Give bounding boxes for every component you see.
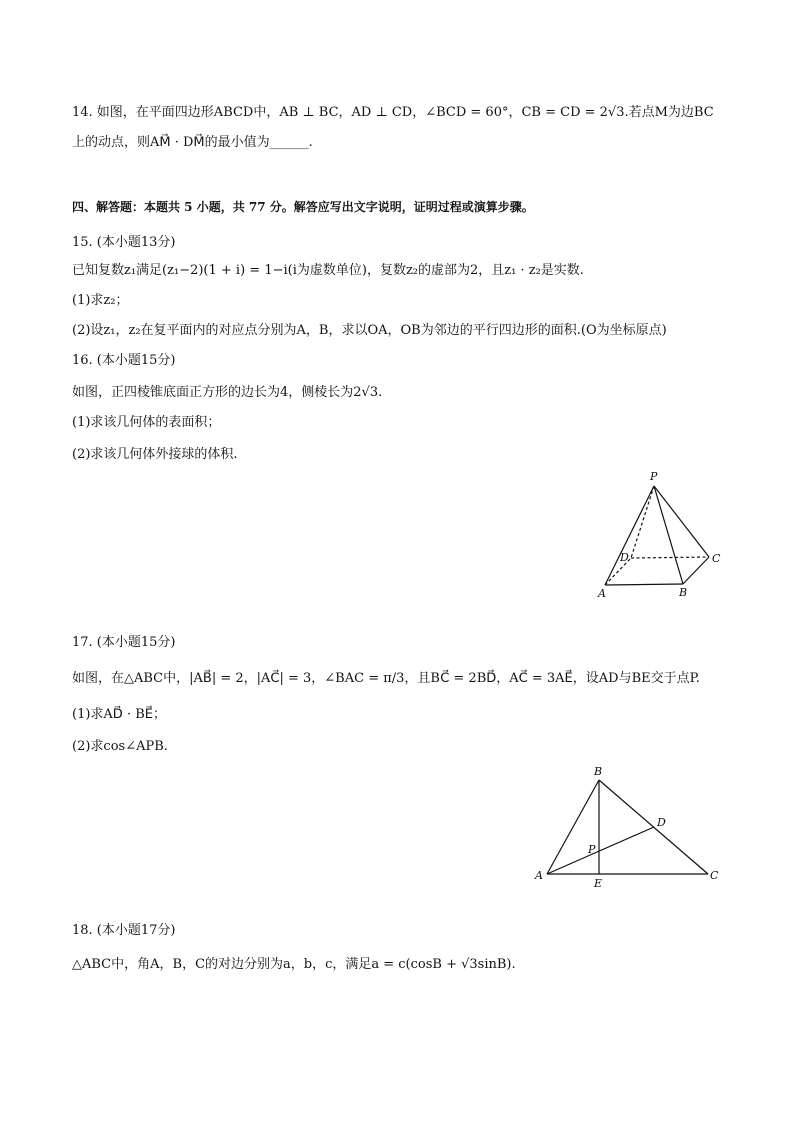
q17-number: 17. (本小题15分) bbox=[72, 635, 176, 650]
label-C: C bbox=[710, 869, 719, 882]
q16-part2: (2)求该几何体外接球的体积. bbox=[72, 447, 238, 462]
q14-line1: 14. 如图，在平面四边形ABCD中，AB ⊥ BC，AD ⊥ CD，∠BCD = 60°，CB = CD = 2√3.若点M为边BC bbox=[72, 105, 714, 120]
label-B: B bbox=[594, 765, 603, 778]
side-AB bbox=[547, 780, 599, 874]
label-B: B bbox=[679, 586, 688, 599]
label-P: P bbox=[588, 843, 596, 856]
edge-PD bbox=[631, 486, 654, 558]
triangle-figure bbox=[530, 760, 730, 895]
label-A: A bbox=[535, 869, 543, 882]
edge-PC bbox=[654, 486, 709, 557]
q15-number: 15. (本小题13分) bbox=[72, 235, 176, 250]
label-E: E bbox=[594, 877, 603, 890]
q16-stem: 如图，正四棱锥底面正方形的边长为4，侧棱长为2√3. bbox=[72, 385, 383, 400]
q15-part2: (2)设z₁，z₂在复平面内的对应点分别为A，B，求以OA，OB为邻边的平行四边形的面积.(O为坐标原点) bbox=[72, 323, 667, 338]
q17-stem: 如图，在△ABC中，|AB⃗| = 2，|AC⃗| = 3，∠BAC = π/3，且BC⃗ = 2BD⃗，AC⃗ = 3AE⃗，设AD与BE交于点P. bbox=[72, 671, 700, 686]
q15-part1: (1)求z₂； bbox=[72, 293, 129, 308]
q16-number: 16. (本小题15分) bbox=[72, 353, 176, 368]
label-D: D bbox=[657, 816, 666, 829]
q17-part1: (1)求AD⃗ · BE⃗； bbox=[72, 707, 166, 722]
q18-number: 18. (本小题17分) bbox=[72, 923, 176, 938]
q18-stem: △ABC中，角A，B，C的对边分别为a，b，c，满足a = c(cosB + √3sinB). bbox=[72, 957, 516, 972]
edge-DC bbox=[631, 557, 709, 558]
label-C: C bbox=[712, 552, 721, 565]
section4-heading: 四、解答题：本题共 5 小题，共 77 分。解答应写出文字说明，证明过程或演算步骤。 bbox=[72, 200, 534, 214]
label-P: P bbox=[650, 470, 658, 483]
q14-line2: 上的动点，则AM⃗ · DM⃗的最小值为______. bbox=[72, 135, 313, 150]
label-D: D bbox=[620, 551, 629, 564]
edge-AB bbox=[605, 584, 683, 585]
edge-PA bbox=[605, 486, 654, 585]
q16-part1: (1)求该几何体的表面积； bbox=[72, 415, 221, 430]
segment-AD bbox=[547, 827, 654, 874]
label-A: A bbox=[598, 587, 606, 600]
edge-PB bbox=[654, 486, 683, 584]
q17-part2: (2)求cos∠APB. bbox=[72, 739, 168, 754]
pyramid-figure bbox=[595, 470, 725, 605]
edge-BC bbox=[683, 557, 709, 584]
q15-stem: 已知复数z₁满足(z₁−2)(1 + i) = 1−i(i为虚数单位)，复数z₂的虚部为2，且z₁ · z₂是实数. bbox=[72, 263, 584, 278]
